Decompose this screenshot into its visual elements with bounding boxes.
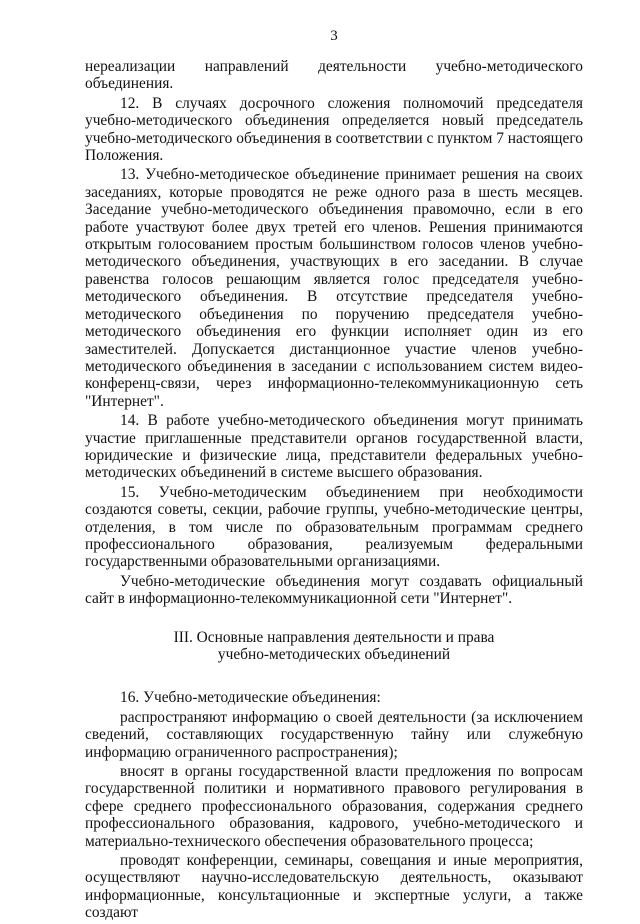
paragraph-12: 12. В случаях досрочного сложения полномочий председателя учебно-методического объединения определяется новый председатель учебно-методического объединения в соответствии с пунктом 7 настоящего Положения. bbox=[85, 94, 583, 165]
body-text-before-heading bbox=[85, 58, 583, 608]
section-heading-line-1: III. Основные направления деятельности и права bbox=[173, 628, 495, 646]
paragraph-16: 16. Учебно-методические объединения: bbox=[120, 689, 381, 707]
paragraph-13: 13. Учебно-методическое объединение принимает решения на своих заседаниях, которые проводятся не реже одного раза в шесть месяцев. Заседание учебно-методического объединения правомочно, если в его работе участвуют более двух третей его членов. Решения принимаются открытым голосованием простым большинством голосов членов учебно-методического объединения, участвующих в его заседании. В случае равенства голосов решающим является голос председателя учебно-методического объединения. В отсутствие председателя учебно-методического объединения по поручению председателя учебно-методического объединения его функции исполняет один из его заместителей. Допускается дистанционное участие членов учебно-методического объединения в заседании с использованием систем видео-конференц-связи, через информационно-телекоммуникационную сеть "Интернет". bbox=[85, 166, 583, 410]
document-page bbox=[85, 28, 583, 924]
paragraph-15: 15. Учебно-методическим объединением при необходимости создаются советы, секции, рабочие группы, учебно-методические центры, отделения, в том числе по образовательным программам среднего профессионального образования, реализуемым федеральными государственными образовательными организациями. bbox=[85, 483, 583, 571]
section-heading bbox=[85, 629, 583, 664]
body-text-after-heading bbox=[85, 689, 583, 921]
paragraph-16-item-1: распространяют информацию о своей деятельности (за исключением сведений, составляющих государственную тайну или служебную информацию ограниченного распространения); bbox=[85, 708, 583, 761]
paragraph-14: 14. В работе учебно-методического объединения могут принимать участие приглашенные представители органов государственной власти, юридические и физические лица, представители федеральных учебно-методических объединений в системе высшего образования. bbox=[85, 412, 583, 482]
paragraph-16-item-3: проводят конференции, семинары, совещания и иные мероприятия, осуществляют научно-исследовательскую деятельность, оказывают информационные, консультационные и экспертные услуги, а также создают bbox=[85, 852, 583, 922]
paragraph-continuation: нереализации направлений деятельности учебно-методического объединения. bbox=[85, 58, 583, 93]
section-heading-line-2: учебно-методических объединений bbox=[217, 646, 451, 663]
paragraph-16-item-2: вносят в органы государственной власти предложения по вопросам государственной политики и нормативного правового регулирования в сфере среднего профессионального образования, содержания среднего профессионального образования, кадрового, учебно-методического и материально-технического обеспечения образовательного процесса; bbox=[85, 763, 583, 850]
page-number: 3 bbox=[330, 28, 338, 44]
paragraph-website: Учебно-методические объединения могут создавать официальный сайт в информационно-телекоммуникационной сети "Интернет". bbox=[85, 572, 583, 608]
